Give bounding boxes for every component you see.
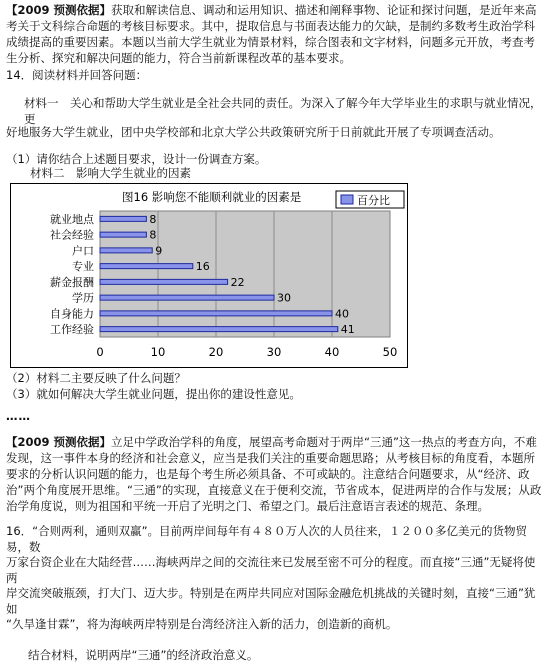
x-tick-label: 40	[324, 345, 340, 359]
legend-swatch	[341, 195, 353, 204]
prediction-tag: 【2009 预测依据】	[6, 3, 112, 17]
material-1-line-1: 材料一 关心和帮助大学生就业是全社会共同的责任。为深入了解今年大学毕业生的求职与就业情况，更	[24, 96, 542, 126]
x-tick-label: 50	[382, 345, 398, 359]
question-14-heading: 14．阅读材料并回答问题：	[6, 68, 148, 82]
paragraph-text: 获取和解读信息、调动和运用知识、描述和阐释事物、论证和探讨问题，是近年来高考关于文科综合命题的考核目标要求。其中，提取信息与书面表达能力的欠缺，是制约多数考生政治学科成绩提高的重要因素。本题以当前大学生就业为情景材料，综合图表和文字材料，问题多元开放，考查考生分析、探究和解决问题的能力，符合当前新课程改革的基本要求。	[6, 3, 537, 65]
category-label: 薪金报酬	[50, 275, 94, 289]
category-label: 自身能力	[50, 307, 94, 321]
data-label: 41	[340, 323, 355, 337]
category-label: 社会经验	[50, 228, 94, 242]
ellipsis-separator: ……	[6, 409, 31, 423]
question-14-part-2: （2）材料二主要反映了什么问题？	[6, 371, 186, 385]
bar-chart-svg	[10, 183, 408, 368]
question-16-line-2: 万家台资企业在大陆经营……海峡两岸之间的交流往来已发展至密不可分的程度。而直接“三通”无疑将使两	[6, 555, 536, 585]
question-16-line-1: 16．“合则两利，通则双赢”。目前两岸间每年有４８０万人次的人员往来，１２００多亿美元的货物贸易，数	[6, 524, 528, 554]
bar-3	[100, 248, 152, 253]
bar-2	[100, 232, 146, 237]
category-label: 就业地点	[50, 212, 94, 226]
data-label: 8	[149, 228, 157, 242]
prediction-basis-paragraph-2	[6, 434, 544, 514]
bar-8	[100, 327, 338, 332]
question-14-part-3: （3）就如何解决大学生就业问题，提出你的建设性意见。	[6, 387, 301, 401]
material-2-label: 材料二 影响大学生就业的因素	[30, 166, 191, 180]
chart-title: 图16 影响您不能顺利就业的因素是	[122, 190, 302, 204]
bar-1	[100, 216, 146, 221]
category-label: 户口	[72, 244, 94, 258]
category-label: 专业	[72, 260, 94, 274]
material-1-line-2: 好地服务大学生就业，团中央学校部和北京大学公共政策研究所于日前就此开展了专项调查活动。	[6, 125, 501, 139]
data-label: 8	[149, 212, 157, 226]
legend-label: 百分比	[357, 194, 390, 207]
x-tick-label: 30	[266, 345, 282, 359]
category-label: 学历	[72, 291, 94, 305]
data-label: 30	[277, 291, 291, 305]
paragraph-text: 立足中学政治学科的角度，展望高考命题对于两岸“三通”这一热点的考查方向，不难发现，这一事件本身的经济和社会意义，应当是我们关注的重要命题思路；从考核目标的角度看，本题所要求的分析认识问题的能力，也是每个考生所必须具备、不可或缺的。注意结合问题要求，从“经济、政治”两个角度展开思维。“三通”的实现，直接意义在于便利交流，节省成本，促进两岸的合作与发展；从政治学角度说，则为祖国和平统一开启了光明之门、希望之门。最后注意语言表述的规范、条理。	[6, 435, 542, 513]
bar-7	[100, 311, 332, 316]
x-tick-label: 20	[208, 345, 224, 359]
question-16-line-4: “久旱逢甘霖”，将为海峡两岸特别是台湾经济注入新的活力，创造新的商机。	[6, 617, 398, 631]
x-tick-label: 0	[96, 345, 104, 359]
prediction-tag: 【2009 预测依据】	[6, 435, 112, 449]
data-label: 16	[195, 260, 210, 274]
bar-4	[100, 264, 193, 269]
question-16-prompt: 结合材料，说明两岸“三通”的经济政治意义。	[28, 648, 259, 662]
data-label: 9	[155, 244, 163, 258]
data-label: 22	[230, 275, 245, 289]
bar-chart	[10, 183, 408, 368]
data-label: 40	[335, 307, 349, 321]
prediction-basis-paragraph-1	[6, 2, 544, 66]
x-tick-label: 10	[150, 345, 166, 359]
question-16-line-3: 岸交流突破瓶颈，打大门、迈大步。特别是在两岸共同应对国际金融危机挑战的关键时刻，直接“三通”犹如	[6, 586, 536, 616]
bar-5	[100, 279, 228, 284]
question-14-part-1: （1）请你结合上述题目要求，设计一份调查方案。	[6, 152, 267, 166]
bar-6	[100, 295, 274, 300]
category-label: 工作经验	[50, 323, 94, 337]
